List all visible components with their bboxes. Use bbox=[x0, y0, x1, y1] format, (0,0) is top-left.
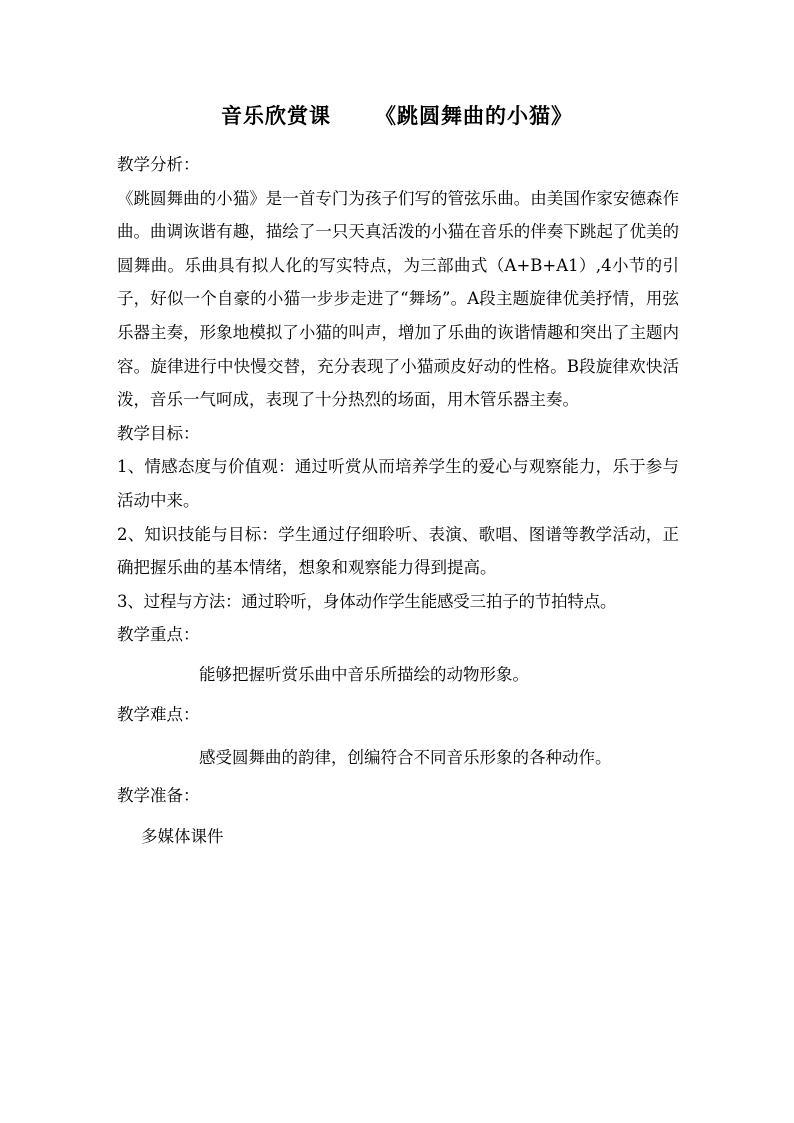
preparation-text: 多媒体课件 bbox=[141, 827, 224, 847]
goals-heading: 教学目标： bbox=[117, 423, 200, 443]
analysis-heading: 教学分析： bbox=[117, 155, 200, 174]
analysis-paragraph: 《跳圆舞曲的小猫》是一首专门为孩子们写的管弦乐曲。由美国作家安德森作曲。曲调诙谐有趣，描绘了一只天真活泼的小猫在音乐的伴奏下跳起了优美的圆舞曲。乐曲具有拟人化的写实特点，为三部曲式（A+B+A1）,4小节的引子，好似一个自豪的小猫一步步走进了“舞场”。A段主题旋律优美抒情，用弦乐器主奏，形象地模拟了小猫的叫声，增加了乐曲的诙谐情趣和突出了主题内容。旋律进行中快慢交替，充分表现了小猫顽皮好动的性格。B段旋律欢快活泼，音乐一气呵成，表现了十分热烈的场面，用木管乐器主奏。 bbox=[117, 188, 679, 410]
document-title bbox=[0, 100, 794, 130]
goal-item-2: 2、知识技能与目标：学生通过仔细聆听、表演、歌唱、图谱等教学活动，正确把握乐曲的基本情绪，想象和观察能力得到提高。 bbox=[117, 524, 679, 578]
key-points-text: 能够把握听赏乐曲中音乐所描绘的动物形象。 bbox=[199, 664, 529, 684]
goal-item-1: 1、情感态度与价值观：通过听赏从而培养学生的爱心与观察能力，乐于参与活动中来。 bbox=[117, 457, 679, 510]
preparation-heading: 教学准备： bbox=[117, 785, 200, 805]
title-main: 《跳圆舞曲的小猫》 bbox=[375, 103, 573, 128]
title-prefix: 音乐欣赏课 bbox=[221, 103, 331, 128]
difficulties-heading: 教学难点： bbox=[117, 704, 200, 724]
difficulties-text: 感受圆舞曲的韵律，创编符合不同音乐形象的各种动作。 bbox=[199, 748, 612, 768]
key-points-heading: 教学重点： bbox=[117, 625, 200, 645]
document-body bbox=[117, 148, 679, 854]
goal-item-3: 3、过程与方法：通过聆听，身体动作学生能感受三拍子的节拍特点。 bbox=[117, 591, 617, 611]
